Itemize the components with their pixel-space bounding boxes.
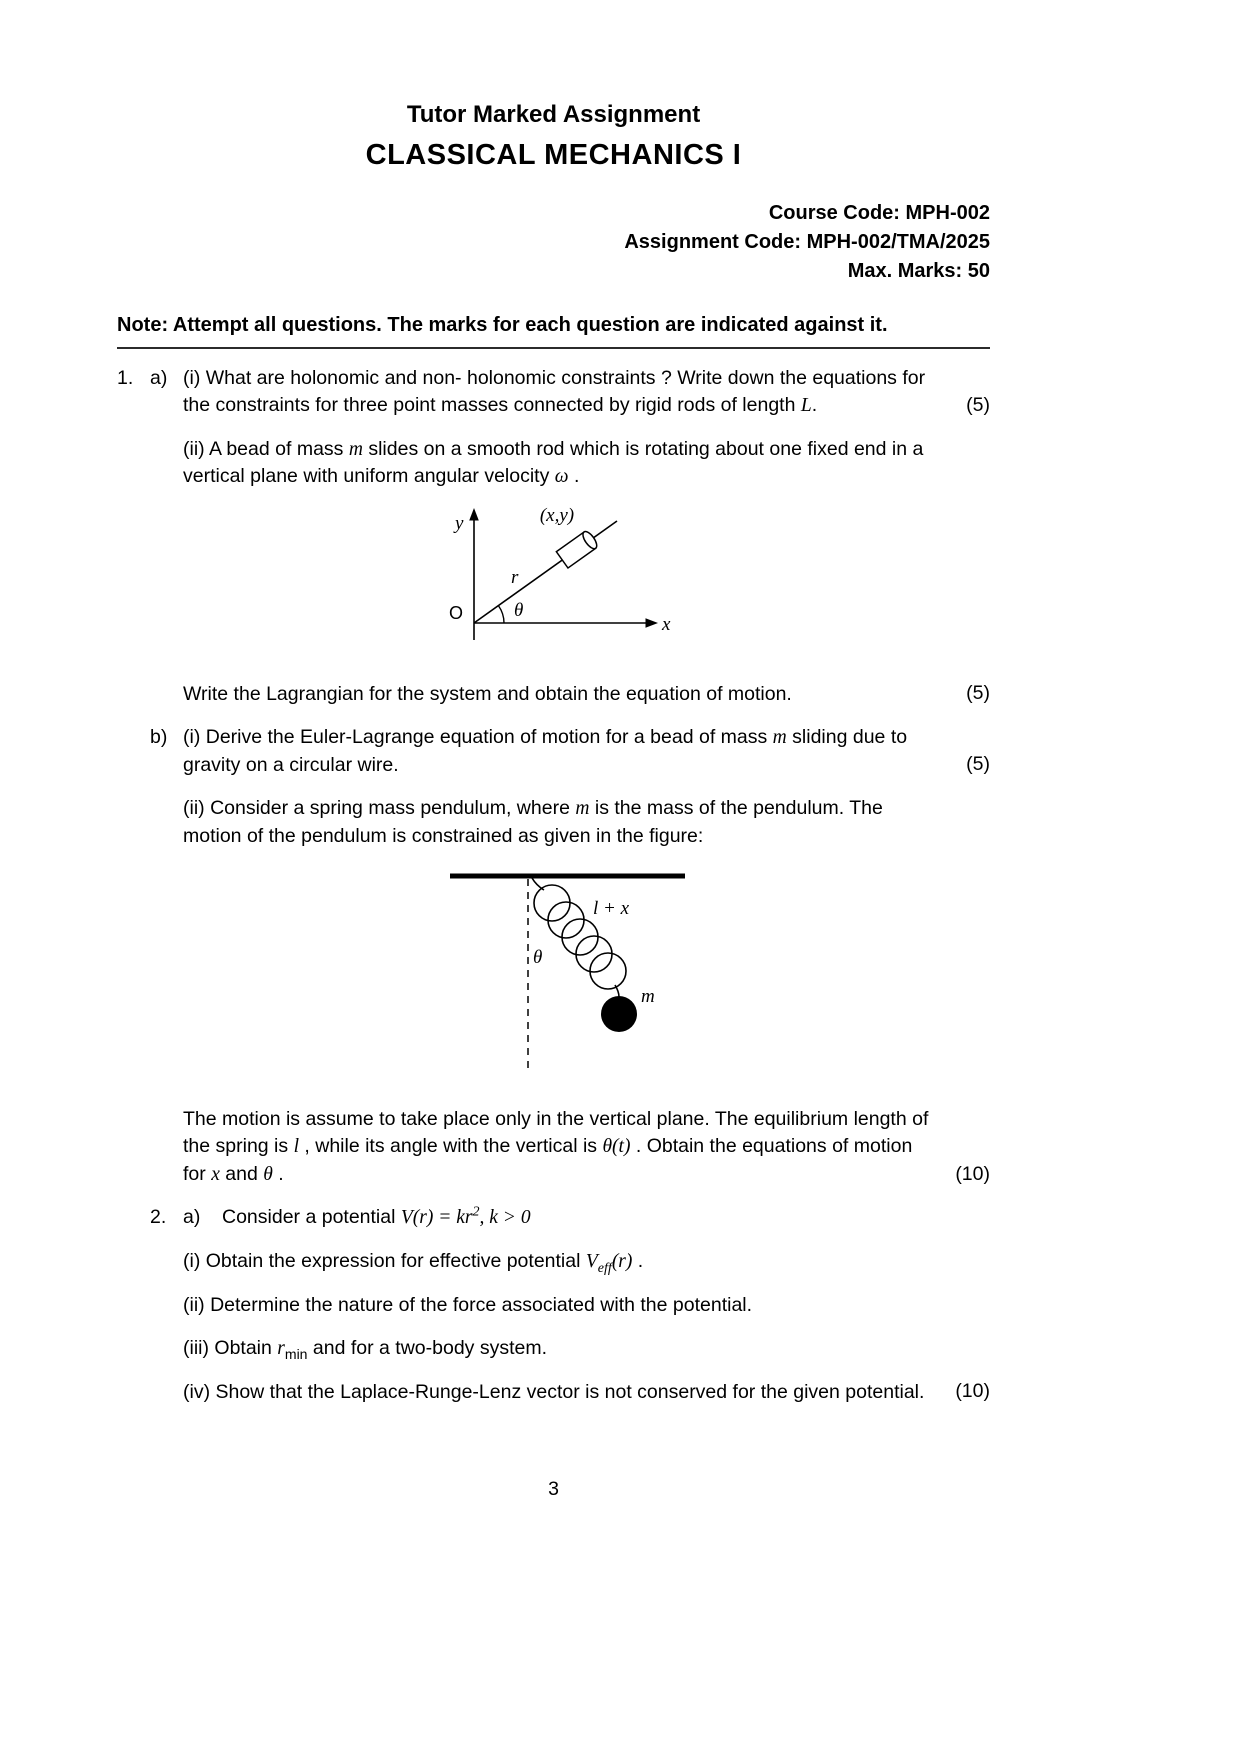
- text-segment: (ii) Consider a spring mass pendulum, where: [183, 796, 576, 819]
- math-var-m: m: [348, 438, 363, 460]
- document-subtitle: Tutor Marked Assignment: [406, 101, 701, 128]
- mass-label: m: [640, 985, 655, 1007]
- text-segment: (iv) Show that the Laplace-Runge-Lenz vector is not conserved for the given potential.: [183, 1381, 925, 1404]
- figure1-wrapper: [117, 505, 990, 665]
- text-segment: (i) Obtain the expression for effective potential: [183, 1250, 586, 1273]
- max-marks: Max. Marks: 50: [847, 260, 990, 283]
- q1b-closing-paragraph: [183, 1106, 990, 1189]
- q2-number: 2.: [150, 1206, 167, 1229]
- page-content: [117, 0, 990, 1406]
- text-segment: (i) What are holonomic and non- holonomic constraints ? Write down the equations for the constraints for three point masses connected by rigid rods of length: [183, 366, 926, 416]
- figure-rotating-rod: [419, 505, 689, 657]
- q1b-ii-block: [183, 795, 990, 850]
- marks-badge: (10): [955, 1162, 990, 1185]
- math-sub-eff: eff: [597, 1260, 612, 1277]
- question-1-part-b: [117, 724, 990, 779]
- document-title: CLASSICAL MECHANICS I: [365, 139, 742, 172]
- math-var-omega: ω: [554, 466, 569, 488]
- q1a-ii-paragraph: [183, 436, 990, 492]
- text-segment: slides on a smooth rod which is rotating about one fixed end in a vertical plane with uniform angular velocity: [183, 437, 924, 488]
- math-var-r: r: [277, 1338, 285, 1360]
- text-segment: and: [219, 1162, 264, 1185]
- q2a-i-paragraph: [183, 1248, 990, 1276]
- question-1-part-a: [117, 365, 990, 420]
- q2a-label: a): [183, 1206, 201, 1229]
- point-label: (x,y): [539, 505, 574, 527]
- r-label: r: [510, 567, 518, 589]
- y-axis-arrowhead: [469, 508, 479, 521]
- math-var-l: l: [293, 1135, 299, 1157]
- math-formula-tail: , k > 0: [479, 1207, 531, 1229]
- math-exponent: 2: [472, 1203, 480, 1220]
- math-paren-r: (r): [611, 1251, 633, 1273]
- q2a-ii-paragraph: [183, 1292, 990, 1319]
- marks-badge: (5): [966, 393, 990, 416]
- q1b-label: b): [150, 726, 168, 749]
- q1a-i-paragraph: [183, 365, 990, 420]
- q1b-ii-paragraph: [183, 795, 990, 850]
- q1-number: 1.: [117, 366, 134, 389]
- question-2-part-a: [150, 1204, 990, 1232]
- assignment-code: Assignment Code: MPH-002/TMA/2025: [624, 231, 990, 254]
- marks-badge: (5): [966, 682, 990, 705]
- q1a-lagrangian-paragraph: [183, 681, 990, 708]
- q2a-body: [222, 1204, 990, 1232]
- page-number: 3: [548, 1478, 559, 1500]
- question-1: [117, 365, 990, 1189]
- text-segment: .: [568, 465, 580, 488]
- rod-line: [474, 521, 617, 623]
- q2a-iv-block: [183, 1379, 990, 1406]
- marks-badge: (10): [955, 1380, 990, 1403]
- text-segment: , while its angle with the vertical is: [298, 1134, 603, 1157]
- text-segment: .: [632, 1250, 644, 1273]
- text-segment: and for a two-body system.: [307, 1337, 548, 1360]
- text-segment: Write the Lagrangian for the system and obtain the equation of motion.: [183, 683, 792, 706]
- q1a-label: a): [150, 366, 168, 389]
- origin-label: O: [448, 603, 463, 624]
- text-segment: (i) Derive the Euler-Lagrange equation of motion for a bead of mass: [183, 726, 773, 749]
- q2a-ii-block: [183, 1292, 990, 1319]
- text-segment: .: [272, 1162, 284, 1185]
- q1b-body: [183, 724, 990, 779]
- course-code: Course Code: MPH-002: [768, 202, 990, 225]
- math-var-L: L: [800, 394, 812, 416]
- text-segment: sliding due to gravity on a circular wire.: [183, 726, 908, 777]
- angle-arc: [498, 606, 504, 623]
- math-var-m: m: [772, 727, 787, 749]
- x-axis-arrowhead: [645, 619, 658, 629]
- math-theta-t: θ(t): [602, 1135, 631, 1157]
- text-segment: (ii) A bead of mass: [183, 437, 349, 460]
- text-segment: Consider a potential: [222, 1206, 401, 1229]
- mass-circle: [601, 996, 637, 1032]
- q1a-ii-block: [183, 436, 990, 492]
- note-banner: Note: Attempt all questions. The marks for each question are indicated against it.: [117, 312, 990, 349]
- theta-label: θ: [513, 600, 523, 622]
- math-var-x: x: [211, 1163, 220, 1185]
- figure2-wrapper: [117, 870, 990, 1090]
- y-axis-label: y: [454, 513, 463, 535]
- q2a-iii-block: [183, 1335, 990, 1363]
- q1a-body: [183, 365, 990, 420]
- q1b-closing-block: [183, 1106, 990, 1189]
- q2a-intro-paragraph: [222, 1204, 990, 1232]
- math-var-m: m: [575, 797, 590, 819]
- spring-coil: [532, 878, 626, 997]
- marks-badge: (5): [966, 753, 990, 776]
- question-2: [117, 1204, 990, 1406]
- math-var-theta: θ: [263, 1163, 273, 1185]
- bead-cylinder: [556, 530, 599, 569]
- text-segment: (iii) Obtain: [183, 1337, 278, 1360]
- codes-block: [117, 199, 990, 286]
- math-var-V: V: [585, 1251, 598, 1273]
- q2a-iii-paragraph: [183, 1335, 990, 1363]
- text-segment: is the mass of the pendulum. The motion of the pendulum is constrained as given in the figure:: [183, 796, 883, 847]
- figure-spring-pendulum: [447, 870, 697, 1082]
- text-segment: . Obtain the equations of motion for: [183, 1134, 913, 1185]
- spring-length-label: l + x: [592, 897, 629, 919]
- theta-label: θ: [532, 946, 542, 968]
- q1a-lagrangian-block: [183, 681, 990, 708]
- q1b-i-paragraph: [183, 724, 990, 779]
- math-formula: V(r) = kr: [400, 1207, 473, 1229]
- text-segment: .: [811, 393, 818, 416]
- math-sub-min: min: [284, 1346, 308, 1363]
- text-segment: (ii) Determine the nature of the force associated with the potential.: [183, 1294, 753, 1317]
- q2a-iv-paragraph: [183, 1379, 990, 1406]
- x-axis-label: x: [661, 614, 670, 636]
- q-num-spacer: [117, 724, 150, 779]
- text-segment: The motion is assume to take place only in the vertical plane. The equilibrium length of the spring is: [183, 1107, 929, 1157]
- title-block: [117, 98, 990, 175]
- q2a-i-block: [183, 1248, 990, 1276]
